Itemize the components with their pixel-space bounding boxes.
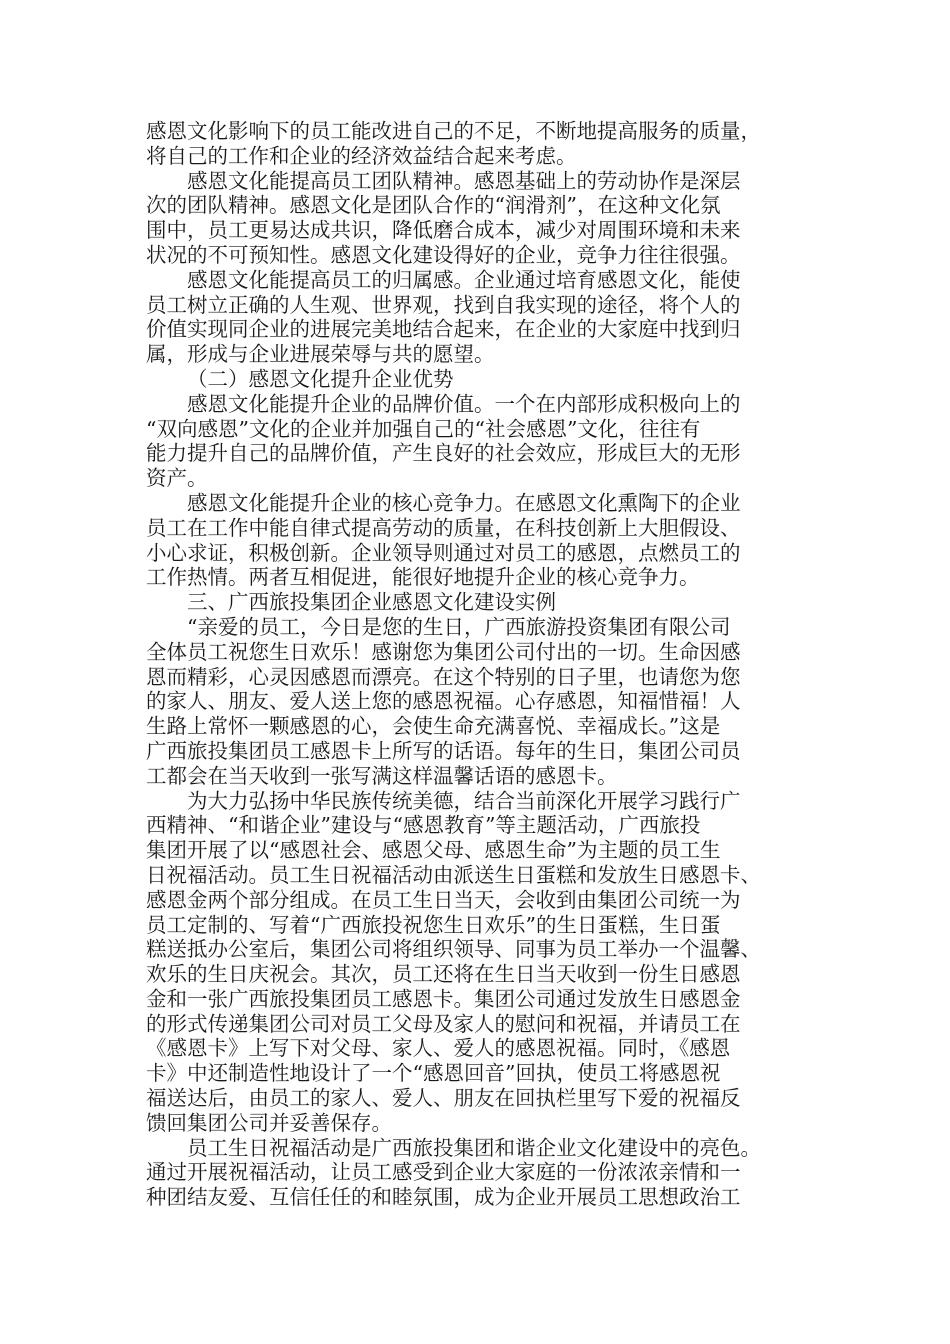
text-line: 小心求证，积极创新。企业领导则通过对员工的感恩，点燃员工的 [146, 540, 741, 565]
text-line: 卡》中还制造性地设计了一个“感恩回音”回执，使员工将感恩祝 [146, 1061, 721, 1086]
text-line: 集团开展了以“感恩社会、感恩父母、感恩生命”为主题的员工生 [146, 838, 721, 863]
text-line: 员工定制的、写着“广西旅投祝您生日欢乐”的生日蛋糕，生日蛋 [146, 912, 721, 937]
text-line: 金和一张广西旅投集团员工感恩卡。集团公司通过发放生日感恩金 [146, 986, 741, 1011]
text-line: 围中，员工更易达成共识，降低磨合成本，减少对周围环境和未来 [146, 218, 741, 243]
text-line: 员工在工作中能自律式提高劳动的质量，在科技创新上大胆假设、 [146, 515, 741, 540]
text-line: 能力提升自己的品牌价值，产生良好的社会效应，形成巨大的无形 [146, 441, 741, 466]
text-line: 感恩文化能提升企业的核心竞争力。在感恩文化熏陶下的企业 [187, 490, 741, 515]
text-line: 欢乐的生日庆祝会。其次，员工还将在生日当天收到一份生日感恩 [146, 962, 741, 987]
text-line: 员工生日祝福活动是广西旅投集团和谐企业文化建设中的亮色。 [187, 1135, 761, 1160]
text-line: 员工树立正确的人生观、世界观，找到自我实现的途径，将个人的 [146, 292, 741, 317]
text-line: 《感恩卡》上写下对父母、家人、爱人的感恩祝福。同时，《感恩 [146, 1036, 731, 1061]
text-line: 为大力弘扬中华民族传统美德，结合当前深化开展学习践行广 [187, 788, 741, 813]
text-line: 的家人、朋友、爱人送上您的感恩祝福。心存感恩，知福惜福！人 [146, 689, 741, 714]
text-line: 日祝福活动。员工生日祝福活动由派送生日蛋糕和发放生日感恩卡、 [146, 862, 761, 887]
text-line: 种团结友爱、互信任任的和睦氛围，成为企业开展员工思想政治工 [146, 1185, 741, 1210]
text-line: （二）感恩文化提升企业优势 [187, 366, 454, 391]
text-line: 感恩金两个部分组成。在员工生日当天，会收到由集团公司统一为 [146, 887, 741, 912]
text-line: 馈回集团公司并妥善保存。 [146, 1110, 392, 1135]
text-line: 将自己的工作和企业的经济效益结合起来考虑。 [146, 143, 577, 168]
text-line: 感恩文化能提高员工团队精神。感恩基础上的劳动协作是深层 [187, 168, 741, 193]
text-line: 西精神、“和谐企业”建设与“感恩教育”等主题活动，广西旅投 [146, 813, 701, 838]
text-line: 三、广西旅投集团企业感恩文化建设实例 [187, 590, 556, 615]
text-line: 全体员工祝您生日欢乐！感谢您为集团公司付出的一切。生命因感 [146, 639, 741, 664]
text-line: 福送达后，由员工的家人、爱人、朋友在回执栏里写下爱的祝福反 [146, 1086, 741, 1111]
text-line: 通过开展祝福活动，让员工感受到企业大家庭的一份浓浓亲情和一 [146, 1160, 741, 1185]
text-line: “亲爱的员工，今日是您的生日，广西旅游投资集团有限公司 [187, 614, 731, 639]
text-line: 感恩文化能提高员工的归属感。企业通过培育感恩文化，能使 [187, 267, 741, 292]
text-line: 属，形成与企业进展荣辱与共的愿望。 [146, 342, 495, 367]
text-line: 广西旅投集团员工感恩卡上所写的话语。每年的生日，集团公司员 [146, 738, 741, 763]
text-line: 状况的不可预知性。感恩文化建设得好的企业，竞争力往往很强。 [146, 242, 741, 267]
text-line: 恩而精彩，心灵因感恩而漂亮。在这个特别的日子里，也请您为您 [146, 664, 741, 689]
document-page [146, 119, 806, 1210]
text-line: 感恩文化能提升企业的品牌价值。一个在内部形成积极向上的 [187, 391, 741, 416]
text-line: 工都会在当天收到一张写满这样温馨话语的感恩卡。 [146, 763, 618, 788]
text-line: “双向感恩”文化的企业并加强自己的“社会感恩”文化，往往有 [146, 416, 701, 441]
text-line: 感恩文化影响下的员工能改进自己的不足，不断地提高服务的质量， [146, 119, 761, 143]
text-line: 资产。 [146, 466, 208, 491]
text-line: 糕送抵办公室后，集团公司将组织领导、同事为员工举办一个温馨、 [146, 937, 761, 962]
text-line: 次的团队精神。感恩文化是团队合作的“润滑剂”，在这种文化氛 [146, 193, 721, 218]
text-line: 价值实现同企业的进展完美地结合起来，在企业的大家庭中找到归 [146, 317, 741, 342]
text-line: 的形式传递集团公司对员工父母及家人的慰问和祝福，并请员工在 [146, 1011, 741, 1036]
text-line: 工作热情。两者互相促进，能很好地提升企业的核心竞争力。 [146, 565, 700, 590]
text-line: 生路上常怀一颗感恩的心，会使生命充满喜悦、幸福成长。”这是 [146, 714, 721, 739]
